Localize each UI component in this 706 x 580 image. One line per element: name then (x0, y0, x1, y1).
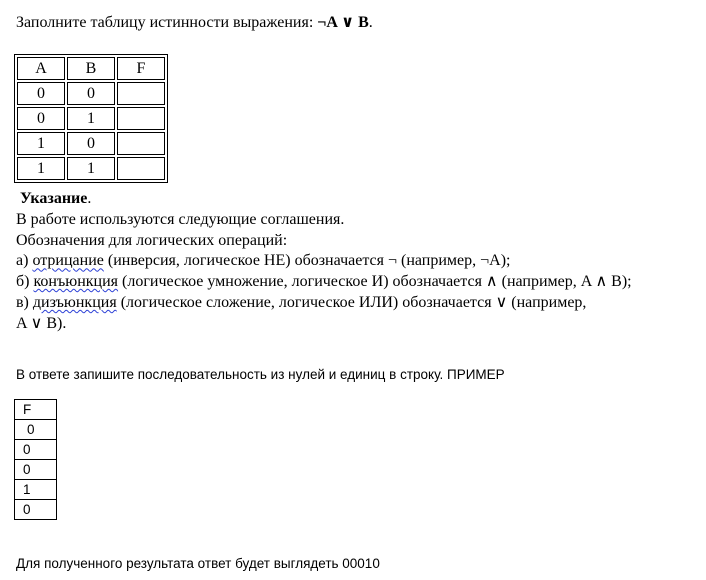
hint-item-disjunction (16, 293, 632, 314)
truth-table (14, 54, 168, 183)
header-f: F (117, 57, 165, 80)
cell-a: 1 (17, 132, 65, 155)
hint-item-negation (16, 251, 632, 272)
cell-f[interactable] (117, 157, 165, 180)
hint-item-prefix: а) (16, 252, 33, 270)
truth-table-header-row (17, 57, 165, 80)
hint-item-rest: (логическое сложение, логическое ИЛИ) обозначается ∨ (например, (116, 293, 587, 311)
task-title (16, 12, 373, 32)
hint-item-term: дизъюнкция (32, 293, 117, 311)
table-row (15, 500, 57, 520)
example-header: F (15, 400, 57, 420)
hint-heading-suffix: . (87, 190, 92, 207)
cell-f[interactable] (117, 82, 165, 105)
hint-item-prefix: в) (16, 293, 33, 311)
table-row (17, 157, 165, 180)
header-b: B (67, 57, 115, 80)
hint-item-prefix: б) (16, 273, 34, 291)
task-expression: ¬A ∨ B (317, 14, 369, 31)
hint-item-rest: (логическое умножение, логическое И) обозначается ∧ (например, A ∧ B); (118, 273, 632, 291)
hint-line-1: В работе используются следующие соглашения. (16, 210, 345, 228)
table-row (17, 107, 165, 130)
hint-last-line: A ∨ B). (16, 314, 67, 332)
cell-f[interactable] (117, 132, 165, 155)
hint-item-term: конъюнкция (33, 273, 119, 291)
cell-b: 0 (67, 132, 115, 155)
example-value: 1 (15, 480, 57, 500)
table-row (15, 460, 57, 480)
example-value: 0 (15, 500, 57, 520)
example-value: 0 (15, 460, 57, 480)
hint-item-rest: (инверсия, логическое НЕ) обозначается ¬ (например, ¬A); (103, 252, 511, 270)
cell-f[interactable] (117, 107, 165, 130)
answer-instruction: В ответе запишите последовательность из нулей и единиц в строку. ПРИМЕР (16, 367, 505, 382)
example-value: 0 (15, 440, 57, 460)
table-row (17, 82, 165, 105)
table-row (15, 420, 57, 440)
hint-item-conjunction (16, 272, 632, 293)
cell-b: 1 (67, 107, 115, 130)
example-value: 0 (15, 420, 57, 440)
hint-line-2: Обозначения для логических операций: (16, 231, 288, 249)
hint-heading-line (16, 189, 632, 210)
table-row (15, 440, 57, 460)
task-title-prefix: Заполните таблицу истинности выражения: (16, 14, 318, 31)
hint-block (16, 189, 632, 335)
cell-a: 0 (17, 107, 65, 130)
hint-item-term: отрицание (32, 252, 104, 270)
cell-b: 1 (67, 157, 115, 180)
cell-a: 0 (17, 82, 65, 105)
hint-heading: Указание (20, 190, 88, 207)
example-header-row (15, 400, 57, 420)
example-table (14, 399, 57, 520)
cell-b: 0 (67, 82, 115, 105)
result-text: Для полученного результата ответ будет выглядеть 00010 (16, 556, 380, 571)
header-a: A (17, 57, 65, 80)
task-title-suffix: . (368, 14, 373, 31)
cell-a: 1 (17, 157, 65, 180)
table-row (15, 480, 57, 500)
table-row (17, 132, 165, 155)
